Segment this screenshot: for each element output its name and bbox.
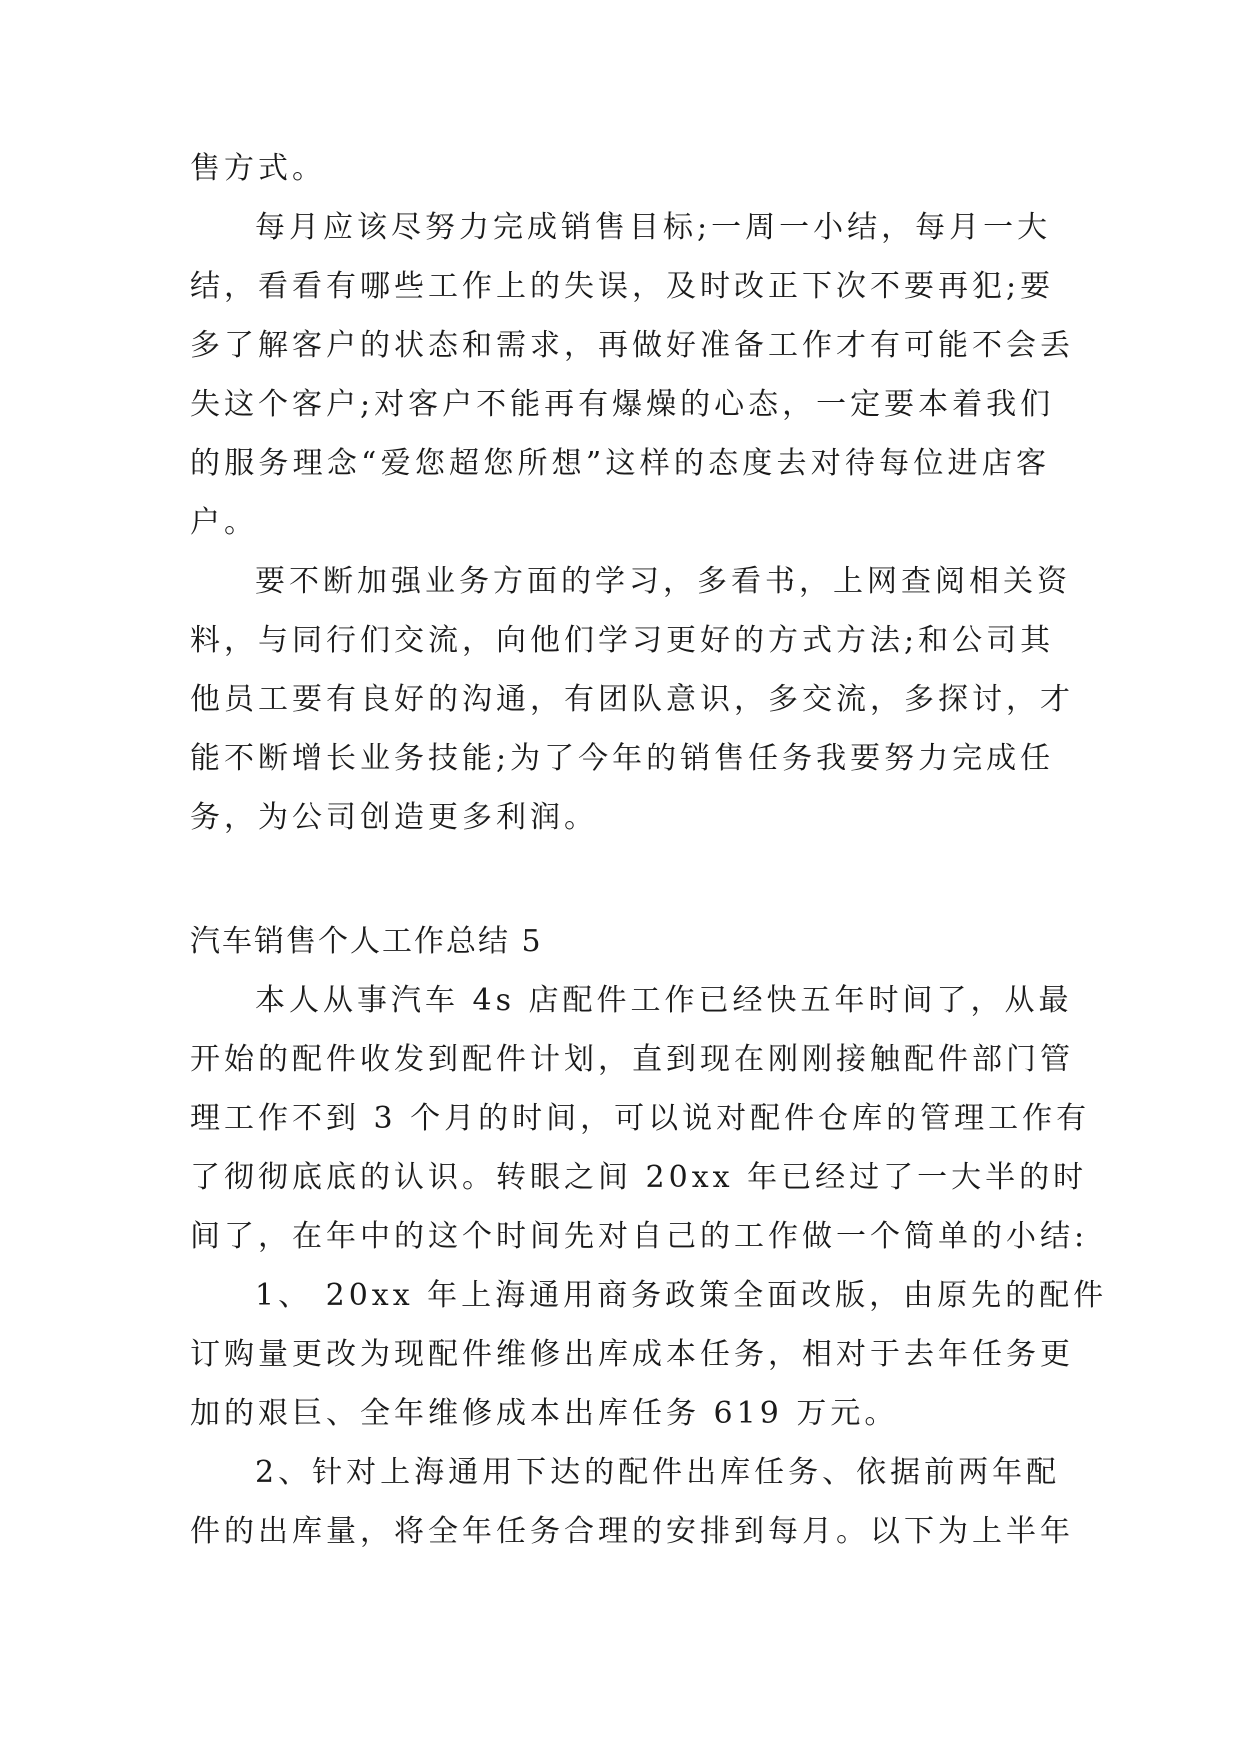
list-item-line: 订购量更改为现配件维修出库成本任务，相对于去年任务更 bbox=[190, 1337, 1074, 1372]
paragraph-line: 能不断增长业务技能;为了今年的销售任务我要努力完成任 bbox=[190, 741, 1055, 776]
paragraph-line: 的服务理念“爱您超您所想”这样的态度去对待每位进店客 bbox=[190, 446, 1050, 481]
section-heading: 汽车销售个人工作总结 5 bbox=[190, 924, 543, 959]
paragraph-line: 理工作不到 3 个月的时间，可以说对配件仓库的管理工作有 bbox=[190, 1101, 1091, 1136]
text-line: 售方式。 bbox=[190, 151, 326, 186]
paragraph-line: 本人从事汽车 4s 店配件工作已经快五年时间了，从最 bbox=[255, 983, 1073, 1018]
paragraph-line: 务，为公司创造更多利润。 bbox=[190, 800, 598, 835]
paragraph-line: 结，看看有哪些工作上的失误，及时改正下次不要再犯;要 bbox=[190, 269, 1055, 304]
paragraph-line: 他员工要有良好的沟通，有团队意识，多交流，多探讨，才 bbox=[190, 682, 1074, 717]
paragraph-line: 户。 bbox=[190, 505, 258, 540]
paragraph-line: 每月应该尽努力完成销售目标;一周一小结，每月一大 bbox=[255, 210, 1052, 245]
paragraph-line: 料，与同行们交流，向他们学习更好的方式方法;和公司其 bbox=[190, 623, 1055, 658]
paragraph-line: 失这个客户;对客户不能再有爆燥的心态，一定要本着我们 bbox=[190, 387, 1055, 422]
list-item-line: 2、针对上海通用下达的配件出库任务、依据前两年配 bbox=[255, 1455, 1061, 1490]
paragraph-line: 要不断加强业务方面的学习，多看书，上网查阅相关资 bbox=[255, 564, 1071, 599]
list-item-line: 加的艰巨、全年维修成本出库任务 619 万元。 bbox=[190, 1396, 899, 1431]
paragraph-line: 开始的配件收发到配件计划，直到现在刚刚接触配件部门管 bbox=[190, 1042, 1074, 1077]
paragraph-line: 间了，在年中的这个时间先对自己的工作做一个简单的小结: bbox=[190, 1219, 1089, 1254]
list-item-line: 件的出库量，将全年任务合理的安排到每月。以下为上半年 bbox=[190, 1514, 1074, 1549]
paragraph-line: 了彻彻底底的认识。转眼之间 20xx 年已经过了一大半的时 bbox=[190, 1160, 1088, 1195]
paragraph-line: 多了解客户的状态和需求，再做好准备工作才有可能不会丢 bbox=[190, 328, 1074, 363]
list-item-line: 1、 20xx 年上海通用商务政策全面改版，由原先的配件 bbox=[255, 1278, 1108, 1313]
